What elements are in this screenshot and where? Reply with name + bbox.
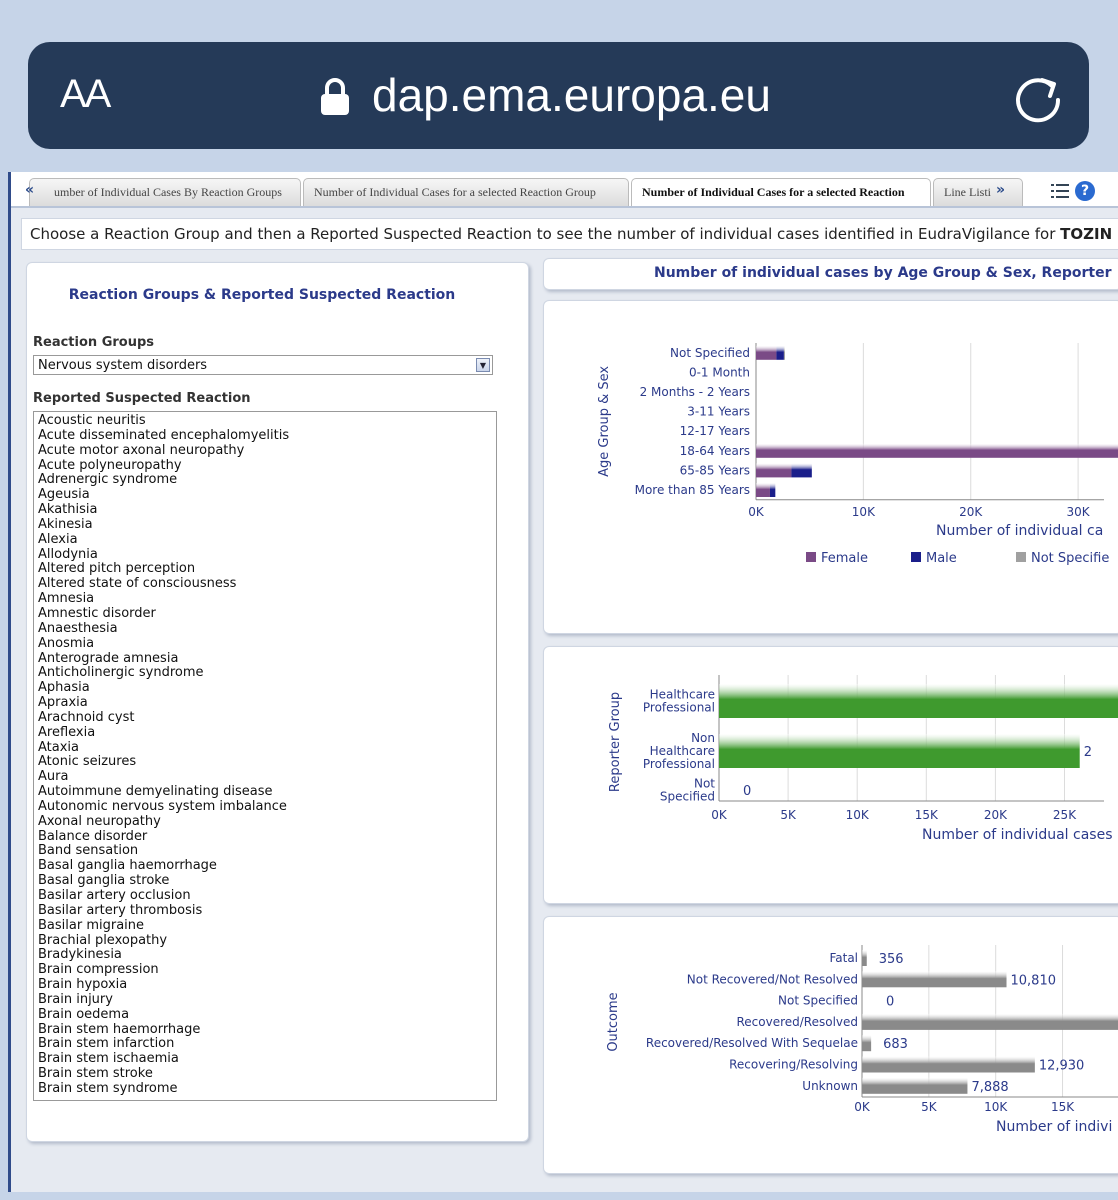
reaction-list-item[interactable]: Aphasia <box>38 680 90 696</box>
y-category-label: Recovered/Resolved <box>736 1014 858 1029</box>
bar-female <box>756 463 791 477</box>
tab-menu-icon[interactable] <box>1051 183 1069 199</box>
help-icon[interactable]: ? <box>1075 181 1095 201</box>
reaction-list-item[interactable]: Amnesia <box>38 591 95 607</box>
reaction-list-item[interactable]: Brain stem haemorrhage <box>38 1021 201 1037</box>
reaction-list-item[interactable]: Brain compression <box>38 962 159 978</box>
reaction-list-item[interactable]: Acute motor axonal neuropathy <box>38 442 245 458</box>
y-category-label: 2 Months - 2 Years <box>639 385 750 399</box>
data-label: 12,930 <box>1038 1058 1085 1074</box>
reaction-list-item[interactable]: Arachnoid cyst <box>38 709 135 725</box>
data-label: 683 <box>883 1037 908 1053</box>
x-tick-label: 20K <box>959 504 983 519</box>
instruction-text <box>30 225 1112 243</box>
reaction-list-item[interactable]: Brain stem stroke <box>38 1066 153 1082</box>
x-tick-label: 5K <box>780 808 796 822</box>
y-axis-title: Age Group & Sex <box>597 365 612 477</box>
bar-fatal <box>862 950 867 966</box>
chart-header-panel <box>543 258 1118 290</box>
x-axis-title: Number of individual cases <box>922 827 1113 843</box>
app-frame <box>8 172 1118 1192</box>
report-tabs-bar <box>11 172 1118 208</box>
legend-label-male: Male <box>926 551 957 566</box>
reaction-list-item[interactable]: Atonic seizures <box>38 754 137 770</box>
age-sex-chart-panel <box>543 300 1118 634</box>
reaction-list-item[interactable]: Basilar artery occlusion <box>38 888 191 903</box>
reaction-list-item[interactable]: Acute polyneuropathy <box>38 457 182 473</box>
data-label: 10,810 <box>1010 973 1057 989</box>
reaction-list-item[interactable]: Aura <box>38 769 69 785</box>
y-category-label: More than 85 Years <box>634 483 750 497</box>
y-category-label: Not Specified <box>778 993 858 1008</box>
x-tick-label: 30K <box>1066 504 1090 519</box>
reaction-list-item[interactable]: Altered pitch perception <box>38 561 196 577</box>
y-category-label: Recovered/Resolved With Sequelae <box>645 1036 858 1051</box>
bar-female <box>756 483 770 497</box>
reaction-list-item[interactable]: Basilar artery thrombosis <box>38 902 203 918</box>
tab-line-listing[interactable]: Line Listi <box>933 178 1023 206</box>
bar-female <box>756 346 776 360</box>
legend-label-female: Female <box>821 551 869 566</box>
reaction-list-item[interactable]: Allodynia <box>38 546 98 562</box>
reaction-list-item[interactable]: Brachial plexopathy <box>38 932 168 948</box>
reaction-list-item[interactable]: Brain stem ischaemia <box>38 1051 179 1067</box>
bar-male <box>791 463 811 477</box>
data-label: 356 <box>878 952 904 967</box>
reaction-list-item[interactable]: Basal ganglia haemorrhage <box>38 858 217 874</box>
tabs-scroll-right-button[interactable]: » <box>996 182 1006 198</box>
reaction-list-item[interactable]: Balance disorder <box>38 828 148 844</box>
reaction-list-item[interactable]: Brain injury <box>38 991 113 1007</box>
y-category-label: Recovering/Resolving <box>729 1057 858 1072</box>
x-tick-label: 0K <box>854 1100 870 1114</box>
reaction-list-item[interactable]: Brain hypoxia <box>38 977 128 993</box>
legend-label-not-specifie: Not Specifie <box>1031 551 1110 566</box>
reporter-group-chart-panel <box>543 646 1118 904</box>
reaction-list-item[interactable]: Brain oedema <box>38 1006 130 1022</box>
reaction-list-item[interactable]: Anterograde amnesia <box>38 650 179 666</box>
reporter-group-chart <box>544 647 1118 904</box>
reaction-selection-panel <box>26 262 529 1142</box>
x-tick-label: 15K <box>1050 1100 1075 1114</box>
reaction-groups-label: Reaction Groups <box>33 335 154 350</box>
instruction-bar <box>21 218 1118 250</box>
reaction-list-item[interactable]: Acute disseminated encephalomyelitis <box>38 427 290 443</box>
reported-reaction-listbox[interactable] <box>33 411 497 1101</box>
y-category-label: Not Specified <box>670 345 750 360</box>
y-category-label: 65-85 Years <box>679 463 750 478</box>
browser-toolbar <box>0 0 1118 172</box>
x-tick-label: 25K <box>1052 808 1077 822</box>
y-category-label: Not Recovered/Not Resolved <box>686 972 858 987</box>
reaction-list-item[interactable]: Akinesia <box>38 516 93 532</box>
reaction-panel-title: Reaction Groups & Reported Suspected Reaction <box>68 287 456 303</box>
x-tick-label: 20K <box>983 808 1007 822</box>
reaction-list-item[interactable]: Brain stem infarction <box>38 1036 175 1052</box>
x-tick-label: 10K <box>851 504 875 519</box>
y-category-label: 0-1 Month <box>688 365 750 380</box>
lock-icon <box>320 78 350 116</box>
reaction-list-item[interactable]: Altered state of consciousness <box>38 576 237 592</box>
reported-reaction-label: Reported Suspected Reaction <box>33 391 251 406</box>
y-category-label: Non Healthcare Professional <box>642 731 715 771</box>
reaction-list-item[interactable]: Basal ganglia stroke <box>38 873 170 889</box>
bar-healthcare-professional <box>719 684 1118 718</box>
reader-options-button[interactable]: AA <box>60 72 110 116</box>
instruction-product: TOZIN <box>1060 225 1113 243</box>
reload-icon[interactable] <box>1012 72 1064 124</box>
x-tick-label: 0K <box>748 504 764 519</box>
y-category-label: 18-64 Years <box>679 443 750 458</box>
reaction-list-item[interactable]: Acoustic neuritis <box>38 413 146 428</box>
reaction-list-item[interactable]: Anosmia <box>38 635 95 651</box>
reaction-list-item[interactable]: Alexia <box>38 531 78 547</box>
age-sex-chart <box>544 301 1118 634</box>
reaction-groups-selected-value: Nervous system disorders <box>38 358 208 373</box>
reaction-list-item[interactable]: Band sensation <box>38 843 139 859</box>
y-axis-title: Reporter Group <box>608 691 623 793</box>
x-tick-label: 0K <box>711 808 727 822</box>
data-label: 7,888 <box>971 1079 1009 1095</box>
outcome-chart <box>544 917 1118 1174</box>
bar-recovered-resolved <box>862 1014 1118 1030</box>
tab-cases-selected-reaction[interactable]: Number of Individual Cases for a selected Reaction <box>631 178 931 206</box>
reaction-list-item[interactable]: Ataxia <box>38 739 79 755</box>
reaction-list-item[interactable]: Apraxia <box>38 695 88 711</box>
data-label: 2 <box>1083 745 1092 760</box>
bar-male <box>776 346 784 360</box>
reaction-list-item[interactable]: Autonomic nervous system imbalance <box>38 798 287 814</box>
reaction-list-item[interactable]: Autoimmune demyelinating disease <box>38 784 273 800</box>
y-category-label: Fatal <box>829 951 858 965</box>
x-axis-title: Number of indivi <box>996 1119 1113 1135</box>
y-category-label: Not Specified <box>659 776 715 804</box>
reaction-list-item[interactable]: Adrenergic syndrome <box>38 472 178 488</box>
data-label: 0 <box>743 784 752 799</box>
reaction-list-item[interactable]: Areflexia <box>38 724 96 740</box>
reaction-list-item[interactable]: Anticholinergic syndrome <box>38 665 204 681</box>
bar-unknown <box>862 1078 967 1094</box>
dropdown-arrow-icon[interactable]: ▼ <box>476 358 490 372</box>
legend-swatch-not-specifie <box>1016 552 1026 562</box>
data-label: 0 <box>886 994 895 1010</box>
bar-non-healthcare-professional <box>719 734 1080 768</box>
reaction-list-item[interactable]: Axonal neuropathy <box>38 813 161 829</box>
tab-cases-selected-reaction-group[interactable]: Number of Individual Cases for a selected Reaction Group <box>303 178 629 206</box>
bar-recovered-resolved-with-sequelae <box>862 1035 871 1051</box>
reaction-groups-select[interactable] <box>33 355 493 375</box>
reaction-list-item[interactable]: Brain stem syndrome <box>38 1080 178 1096</box>
x-tick-label: 10K <box>984 1100 1008 1114</box>
x-tick-label: 10K <box>845 808 869 822</box>
y-category-label: Unknown <box>802 1078 858 1093</box>
y-category-label: 12-17 Years <box>679 424 750 439</box>
reaction-list-item[interactable]: Ageusia <box>38 487 90 503</box>
bar-not-recovered-not-resolved <box>862 971 1007 987</box>
bar-not-specifie <box>784 346 785 360</box>
outcome-chart-panel <box>543 916 1118 1174</box>
reaction-list-item[interactable]: Bradykinesia <box>38 947 122 963</box>
bar-female <box>756 444 1118 458</box>
reaction-list-item[interactable]: Anaesthesia <box>38 620 118 636</box>
x-axis-title: Number of individual ca <box>936 523 1104 539</box>
reaction-list-item[interactable]: Amnestic disorder <box>38 605 156 621</box>
x-tick-label: 5K <box>921 1100 937 1114</box>
legend-swatch-male <box>911 552 921 562</box>
y-axis-title: Outcome <box>606 992 621 1052</box>
x-tick-label: 15K <box>914 808 938 822</box>
tabs-scroll-left-button[interactable]: « <box>25 182 35 198</box>
reaction-list-item[interactable]: Akathisia <box>38 502 98 518</box>
bar-male <box>770 483 775 497</box>
chart-header-title: Number of individual cases by Age Group & Sex, Reporter <box>654 265 1112 281</box>
url-text[interactable]: dap.ema.europa.eu <box>372 69 771 121</box>
instruction-body: Choose a Reaction Group and then a Reported Suspected Reaction to see the number of individual cases identified in EudraVigilance for <box>30 225 1061 243</box>
tab-cases-by-reaction-groups[interactable]: umber of Individual Cases By Reaction Groups <box>29 178 301 206</box>
legend-swatch-female <box>806 552 816 562</box>
y-category-label: 3-11 Years <box>687 404 750 419</box>
y-category-label: Healthcare Professional <box>642 687 715 715</box>
bar-recovering-resolving <box>862 1057 1035 1073</box>
reaction-list-item[interactable]: Basilar migraine <box>38 917 145 933</box>
